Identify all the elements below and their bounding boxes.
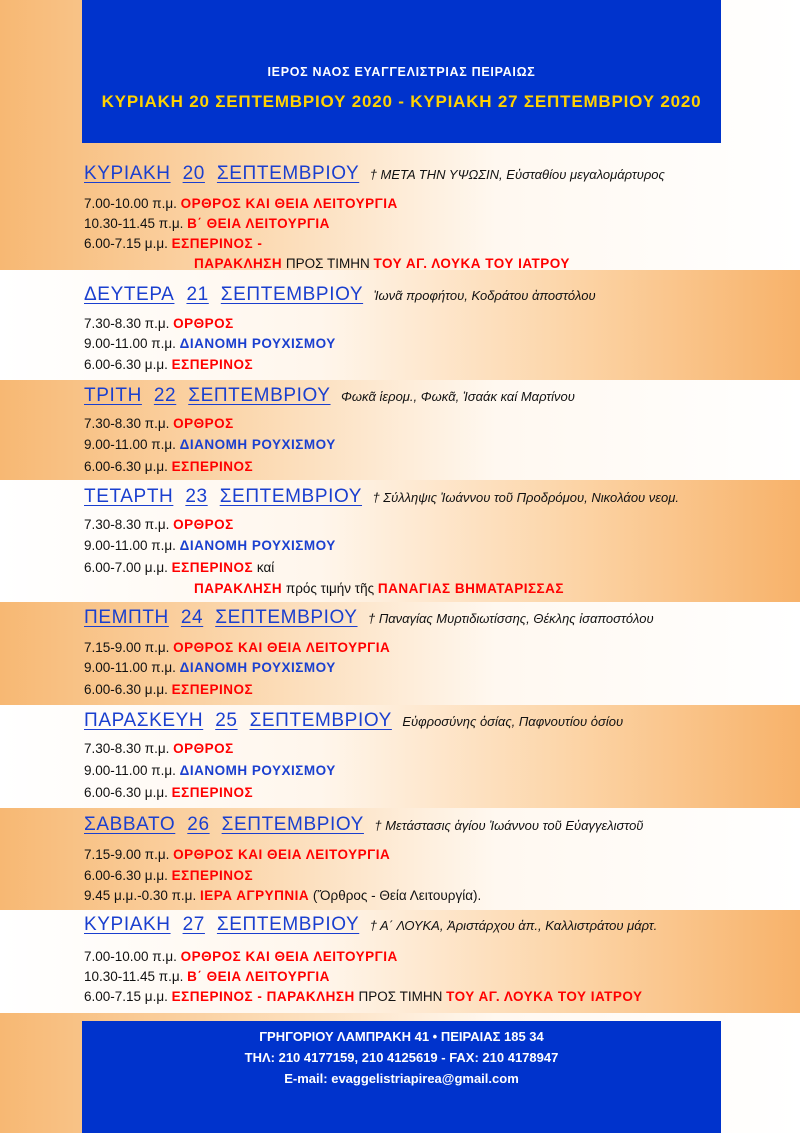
service-line: 10.30-11.45 π.μ. Β΄ ΘΕΙΑ ΛΕΙΤΟΥΡΓΙΑ [84, 216, 330, 231]
day-header [84, 486, 679, 508]
service-line: 7.00-10.00 π.μ. ΟΡΘΡΟΣ ΚΑΙ ΘΕΙΑ ΛΕΙΤΟΥΡΓΙΑ [84, 196, 398, 211]
day-link[interactable]: ΠΑΡΑΣΚΕΥΗ 25 ΣΕΠΤΕΜΒΡΙΟΥ [84, 710, 392, 731]
day-header [84, 284, 596, 306]
service-line: 7.30-8.30 π.μ. ΟΡΘΡΟΣ [84, 741, 234, 756]
service-line: 9.00-11.00 π.μ. ΔΙΑΝΟΜΗ ΡΟΥΧΙΣΜΟΥ [84, 336, 336, 351]
day-link[interactable]: ΤΕΤΑΡΤΗ 23 ΣΕΠΤΕΜΒΡΙΟΥ [84, 486, 363, 507]
header-panel [82, 0, 721, 143]
feast-name: † Μετάστασις ἁγίου Ἰωάννου τοῦ Εὐαγγελιστοῦ [374, 818, 644, 833]
day-link[interactable]: ΤΡΙΤΗ 22 ΣΕΠΤΕΜΒΡΙΟΥ [84, 385, 331, 406]
day-link[interactable]: ΣΑΒΒΑΤΟ 26 ΣΕΠΤΕΜΒΡΙΟΥ [84, 814, 364, 835]
service-line: ΠΑΡΑΚΛΗΣΗ πρός τιμήν τῆς ΠΑΝΑΓΙΑΣ ΒΗΜΑΤΑΡΙΣΣΑΣ [194, 581, 565, 596]
service-line: 6.00-6.30 μ.μ. ΕΣΠΕΡΙΝΟΣ [84, 459, 254, 474]
service-line: 6.00-7.15 μ.μ. ΕΣΠΕΡΙΝΟΣ - ΠΑΡΑΚΛΗΣΗ ΠΡΟΣ ΤΙΜΗΝ ΤΟΥ ΑΓ. ΛΟΥΚΑ ΤΟΥ ΙΑΤΡΟΥ [84, 989, 643, 1004]
service-line: 9.00-11.00 π.μ. ΔΙΑΝΟΜΗ ΡΟΥΧΙΣΜΟΥ [84, 660, 336, 675]
service-line: 7.00-10.00 π.μ. ΟΡΘΡΟΣ ΚΑΙ ΘΕΙΑ ΛΕΙΤΟΥΡΓΙΑ [84, 949, 398, 964]
service-line: 7.15-9.00 π.μ. ΟΡΘΡΟΣ ΚΑΙ ΘΕΙΑ ΛΕΙΤΟΥΡΓΙΑ [84, 847, 391, 862]
footer-panel [82, 1021, 721, 1133]
day-link[interactable]: ΠΕΜΠΤΗ 24 ΣΕΠΤΕΜΒΡΙΟΥ [84, 607, 358, 628]
service-line: 9.00-11.00 π.μ. ΔΙΑΝΟΜΗ ΡΟΥΧΙΣΜΟΥ [84, 437, 336, 452]
day-link[interactable]: ΚΥΡΙΑΚΗ 27 ΣΕΠΤΕΜΒΡΙΟΥ [84, 914, 360, 935]
day-header [84, 710, 623, 732]
day-link[interactable]: ΚΥΡΙΑΚΗ 20 ΣΕΠΤΕΜΒΡΙΟΥ [84, 163, 360, 184]
feast-name: † Παναγίας Μυρτιδιωτίσσης, Θέκλης ἰσαποστόλου [367, 611, 654, 626]
feast-name: Ἰωνᾶ προφήτου, Κοδράτου ἀποστόλου [373, 288, 596, 303]
feast-name: Φωκᾶ ἱερομ., Φωκᾶ, Ἰσαάκ καί Μαρτίνου [341, 389, 575, 404]
day-header [84, 607, 654, 629]
service-line: 10.30-11.45 π.μ. Β΄ ΘΕΙΑ ΛΕΙΤΟΥΡΓΙΑ [84, 969, 330, 984]
phone-numbers: ΤΗΛ: 210 4177159, 210 4125619 - FAX: 210 4178947 [244, 1050, 559, 1065]
service-line: 7.30-8.30 π.μ. ΟΡΘΡΟΣ [84, 316, 234, 331]
service-line: 9.00-11.00 π.μ. ΔΙΑΝΟΜΗ ΡΟΥΧΙΣΜΟΥ [84, 538, 336, 553]
service-line: 7.30-8.30 π.μ. ΟΡΘΡΟΣ [84, 416, 234, 431]
service-line: 9.45 μ.μ.-0.30 π.μ. ΙΕΡΑ ΑΓΡΥΠΝΙΑ (Ὄρθρος - Θεία Λειτουργία). [84, 888, 482, 903]
day-header [84, 385, 575, 407]
day-header [84, 163, 665, 185]
service-line: 6.00-7.15 μ.μ. ΕΣΠΕΡΙΝΟΣ - [84, 236, 263, 251]
service-line: 6.00-6.30 μ.μ. ΕΣΠΕΡΙΝΟΣ [84, 868, 254, 883]
service-line: ΠΑΡΑΚΛΗΣΗ ΠΡΟΣ ΤΙΜΗΝ ΤΟΥ ΑΓ. ΛΟΥΚΑ ΤΟΥ ΙΑΤΡΟΥ [194, 256, 570, 271]
service-line: 9.00-11.00 π.μ. ΔΙΑΝΟΜΗ ΡΟΥΧΙΣΜΟΥ [84, 763, 336, 778]
service-line: 7.30-8.30 π.μ. ΟΡΘΡΟΣ [84, 517, 234, 532]
church-name: ΙΕΡΟΣ ΝΑΟΣ ΕΥΑΓΓΕΛΙΣΤΡΙΑΣ ΠΕΙΡΑΙΩΣ [267, 65, 536, 79]
service-line: 6.00-6.30 μ.μ. ΕΣΠΕΡΙΝΟΣ [84, 785, 254, 800]
service-line: 6.00-6.30 μ.μ. ΕΣΠΕΡΙΝΟΣ [84, 357, 254, 372]
email-line: E-mail: evaggelistriapirea@gmail.com [284, 1071, 519, 1086]
feast-name: Εὐφροσύνης ὁσίας, Παφνουτίου ὁσίου [402, 714, 624, 729]
feast-name: † ΜΕΤΑ ΤΗΝ ΥΨΩΣΙΝ, Εὐσταθίου μεγαλομάρτυρος [369, 167, 665, 182]
day-header [84, 814, 643, 836]
feast-name: † Α΄ ΛΟΥΚΑ, Ἀριστάρχου ἀπ., Καλλιστράτου μάρτ. [369, 918, 658, 933]
service-line: 7.15-9.00 π.μ. ΟΡΘΡΟΣ ΚΑΙ ΘΕΙΑ ΛΕΙΤΟΥΡΓΙΑ [84, 640, 391, 655]
feast-name: † Σύλληψις Ἰωάννου τοῦ Προδρόμου, Νικολάου νεομ. [372, 490, 679, 505]
day-link[interactable]: ΔΕΥΤΕΡΑ 21 ΣΕΠΤΕΜΒΡΙΟΥ [84, 284, 364, 305]
week-range: ΚΥΡΙΑΚΗ 20 ΣΕΠΤΕΜΒΡΙΟΥ 2020 - ΚΥΡΙΑΚΗ 27 ΣΕΠΤΕΜΒΡΙΟΥ 2020 [101, 92, 702, 111]
email-link[interactable]: evaggelistriapirea@gmail.com [331, 1071, 519, 1086]
day-header [84, 914, 657, 936]
address: ΓΡΗΓΟΡΙΟΥ ΛΑΜΠΡΑΚΗ 41 • ΠΕΙΡΑΙΑΣ 185 34 [259, 1029, 544, 1044]
service-line: 6.00-6.30 μ.μ. ΕΣΠΕΡΙΝΟΣ [84, 682, 254, 697]
service-line: 6.00-7.00 μ.μ. ΕΣΠΕΡΙΝΟΣ καί [84, 560, 275, 575]
